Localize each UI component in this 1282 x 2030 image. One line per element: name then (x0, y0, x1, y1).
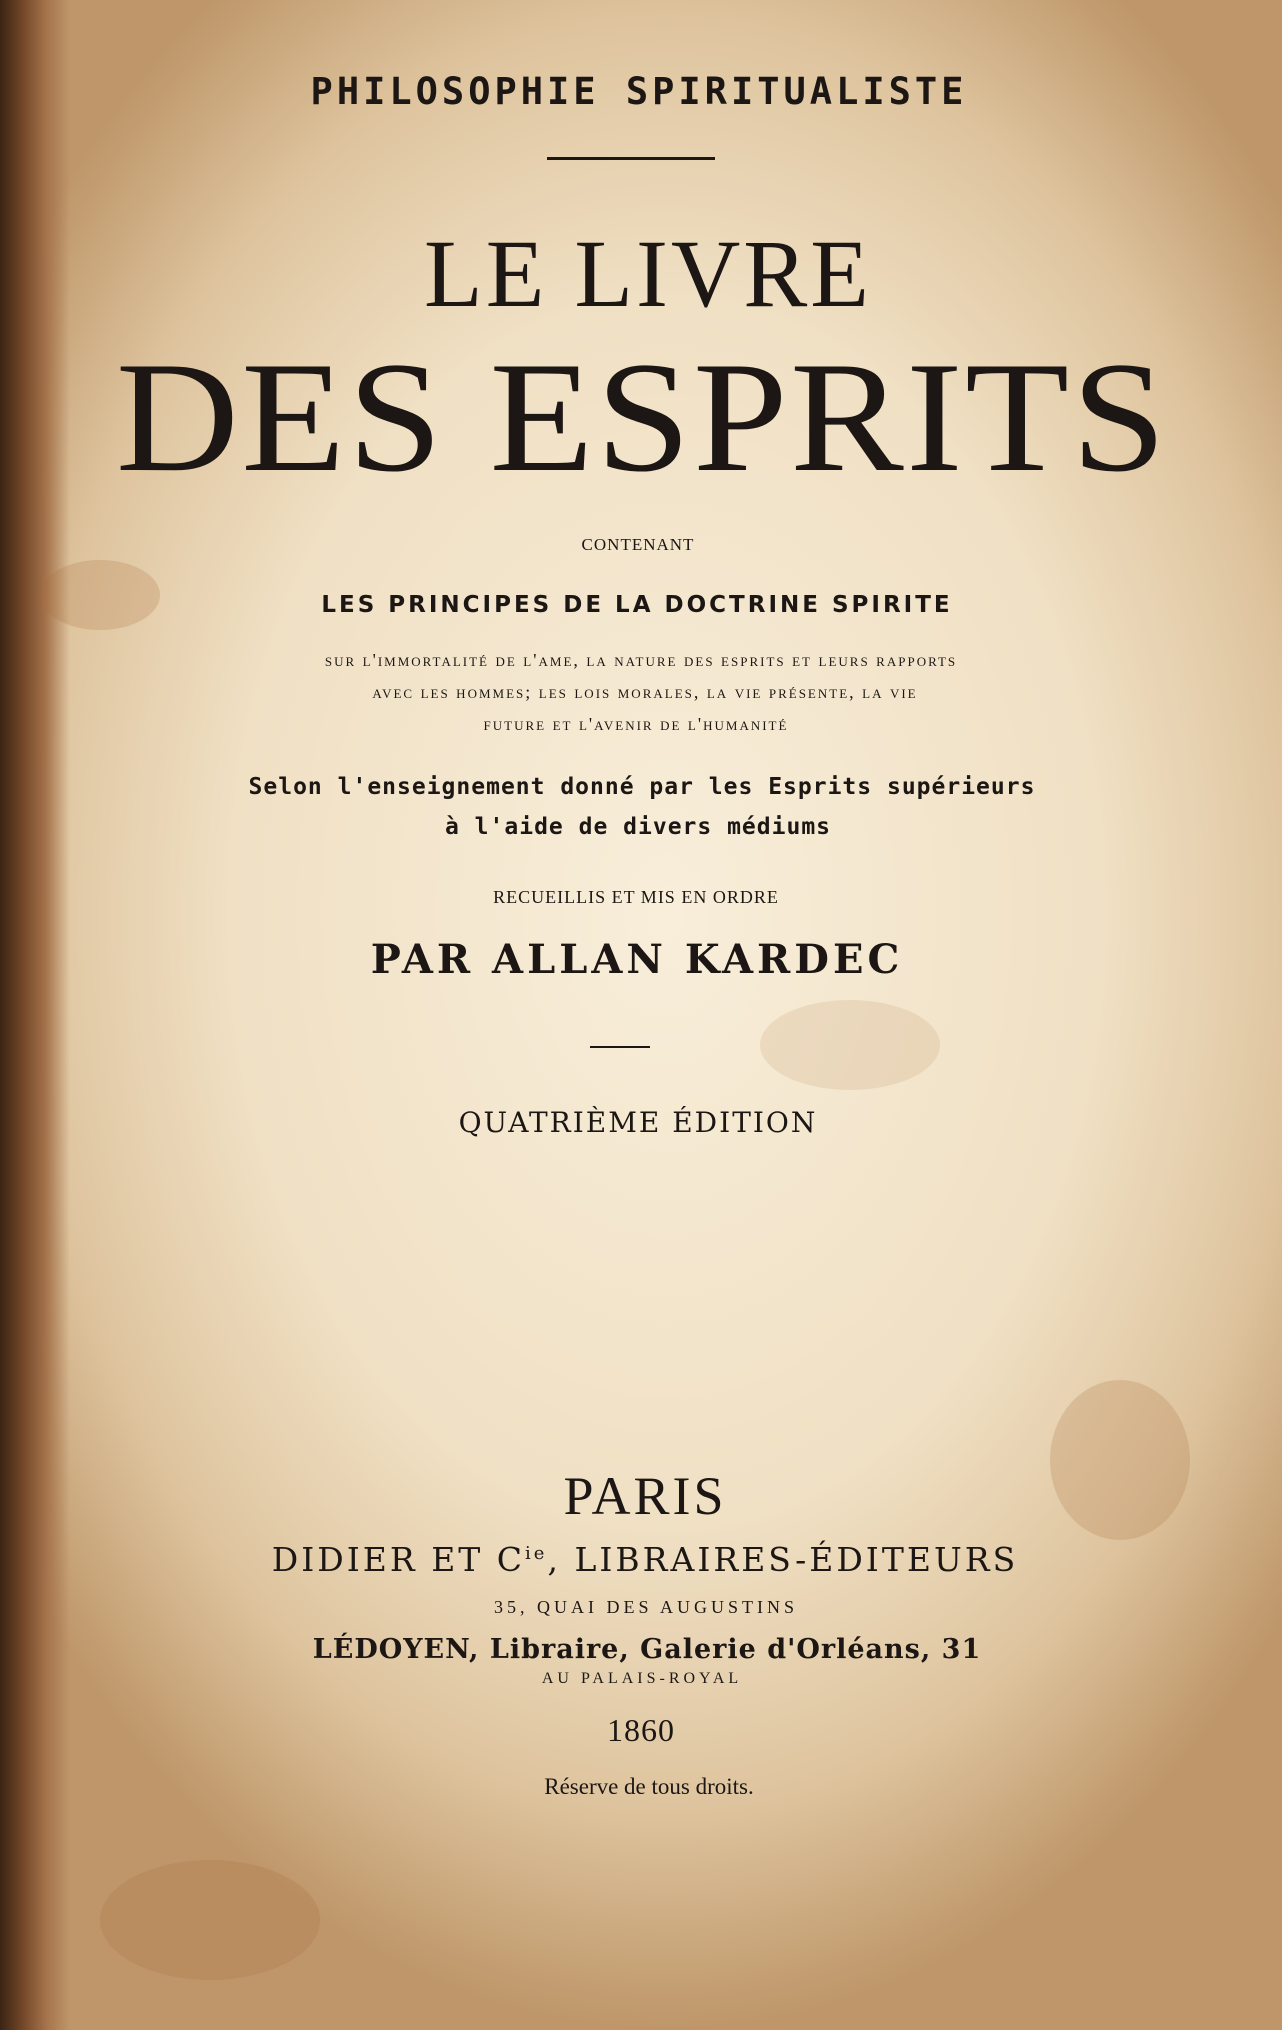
bookseller-place: AU PALAIS-ROYAL (541, 1670, 743, 1687)
series-title: PHILOSOPHIE SPIRITUALISTE (310, 70, 968, 113)
principes-heading: LES PRINCIPES DE LA DOCTRINE SPIRITE (321, 592, 953, 618)
divider-rule (590, 1046, 650, 1048)
imprint-city: PARIS (563, 1466, 727, 1526)
collected-label: RECUEILLIS ET MIS EN ORDRE (493, 887, 779, 907)
book-title-line1: LE LIVRE (424, 220, 872, 327)
description-line: future et l'avenir de l'humanité (483, 714, 789, 734)
edition-label: QUATRIÈME ÉDITION (458, 1106, 818, 1139)
teaching-line2: à l'aide de divers médiums (444, 814, 832, 840)
publisher-name: DIDIER ET $C^{ie}$, LIBRAIRES-ÉDITEURS (271, 1540, 1019, 1579)
divider-rule (547, 157, 715, 160)
description-line: avec les hommes; les lois morales, la vie présente, la vie (372, 682, 918, 702)
bookseller-line: LÉDOYEN, Libraire, Galerie d'Orléans, 31 (312, 1634, 982, 1665)
rights-notice: Réserve de tous droits. (544, 1774, 754, 1799)
paper-stain (760, 1000, 940, 1090)
publisher-address: 35, QUAI DES AUGUSTINS (493, 1597, 798, 1617)
publication-year: 1860 (607, 1712, 675, 1748)
author-line: PAR ALLAN KARDEC (370, 936, 904, 983)
paper-stain (100, 1860, 320, 1980)
book-title-line2: DES ESPRITS (115, 330, 1169, 505)
description-line: sur l'immortalité de l'ame, la nature des esprits et leurs rapports (324, 650, 958, 670)
teaching-line1: Selon l'enseignement donné par les Esprits supérieurs (248, 774, 1036, 800)
contenant-label: CONTENANT (581, 535, 695, 554)
